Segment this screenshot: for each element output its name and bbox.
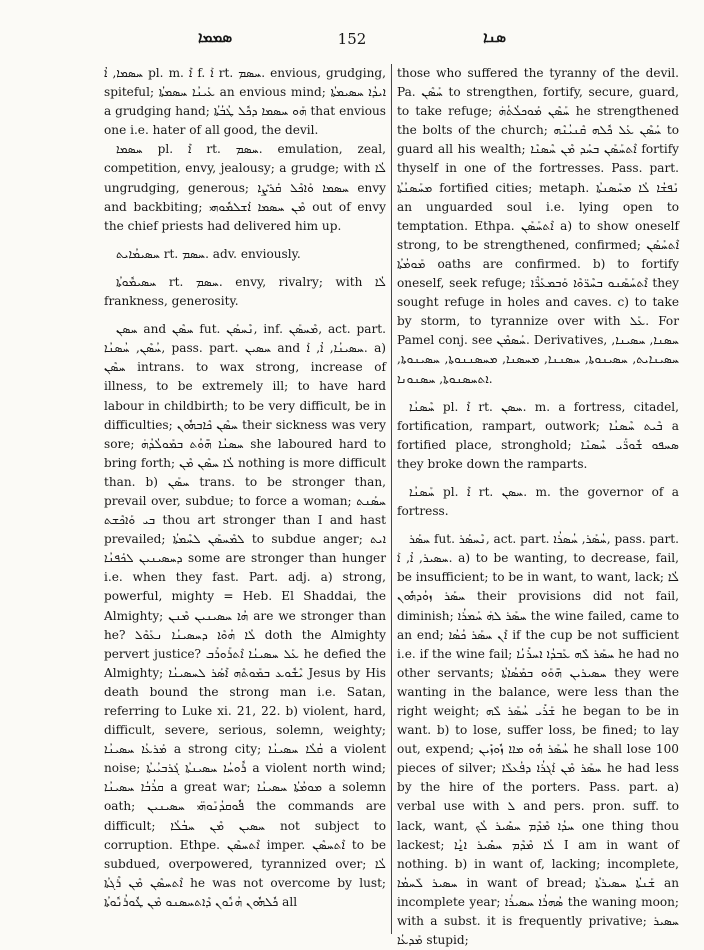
entry-paragraph: ܚܣܡܐ, ܐܳ pl. m. ܐܶ f. ܐܰ rt. ܚܣܡ. envious, grudging, spiteful; ܥܰܝܢܳܐ ܚܣܡܬܳܐ an envious mind; ܐܝܕܳܐ ܚܣܝܡܬܳܐ a grudging hand; ܗܰܘ ܚܣܡܐ ܕܟܽܠ ܛܳܒܳܬܳܐ that envious one i.e. hater of all good, the devil. — [104, 66, 386, 138]
column-divider — [391, 64, 392, 934]
left-column — [104, 64, 386, 934]
entry-paragraph: ܚܣܰܪ fut. ܢܶܚܣܰܪ, act. part. ܚܳܣܰܪ, ܚܳܣܪܳܐ, pass. part. ܚܣܝܪ, ܐܳ, ܐܰ. a) to be wanting, to decrease, fail, be insufficient; to be in want, to want, lack; ܠܳܐ ܚܣܰܪ ܙܘܳܕܗܽܘܢ their provisions did not fail, diminish; ܚܣܰܪ ܠܗ̇ ܚܰܡܪܳܐ the wine failed, came to an end; ܐܶܢ ܚܣܰܪ ܟܳܣܳܐ if the cup be not sufficient i.e. if the wine fail; ܚܣܰܪ ܠܶܗ ܥܰܒܕܳܐ ܐܚܪܺܢܳܐ he had no other servants; ܚܣܝܪܝܢ ܗ̄ܘܰܘ ܒܡܰܣܳܐܬܳܐ they were wanting in the balance, were less than the right weight; ܫܰܪܺܝ ܚܳܣܰܪ ܠܶܗ he began to be in want. b) to lose, suffer loss, be fined; to lay out, expend; ܚܳܣܰܪ ܗܽܘ ܡܐܐ ܙܽܘܙܺܝܢ he shall lose 100 pieces of silver; ܚܣܰܪ ܡܶܢ ܐܰܓܪܳܐ ܕܦܳܥܠܶܐ he had less by the hire of the porters. Pass. part. a) verbal use with ܠ and pers. pron. suff. to lack, want, ܚܕܳܐ ܡܶܕܶܡ ܚܣܺܝܪ ܠܳܟ one thing thou lackest; ܠܳܐ ܡܶܕܶܡ ܚܣܺܝܪ ܐ̱ܢܳܐ I am in want of nothing. b) in want of, lacking; incomplete, ܚܣܝܪ ܠܰܚܡܳܐ in want of bread; ܫܰܢܬܳܐ ܚܣܝܪܬܳܐ an incomplete year; ܣܳܗܪܳܐ ܚܣܝܪܳܐ the waning moon; with a subst. it is frequently privative; ܚܣܝܪ ܡܰܕܥܳܐ stupid; — [397, 532, 680, 948]
right-running-headword: ܣܢܐ — [483, 28, 506, 46]
entry-paragraph: ܚܰܣܢܳܐ pl. ܐܶ rt. ܚܣܢ. m. the governor of a fortress. — [397, 484, 679, 519]
left-running-headword: ܣܡܡܐ — [198, 28, 233, 46]
page-number: 152 — [337, 30, 367, 48]
entry-paragraph: ܚܶܣܢܳܐ pl. ܐܶ rt. ܚܣܢ. m. a fortress, citadel, fortification, rampart, outwork; ܒܶܝܬ ܚܶܣܢܳܐ a fortified place, stronghold; ܣܚܦܘ ܫܽܘܪ̈ܰܝ ܚܶܣܢܶܐ they broke down the ramparts. — [397, 399, 679, 471]
right-column — [397, 64, 680, 948]
entry-paragraph: ܚܣܝܡܽܘܬܳܐ rt. ܚܣܡ. envy, rivalry; with ܠܳܐ frankness, generosity. — [104, 274, 386, 309]
page-header — [0, 22, 704, 56]
entry-paragraph: those who suffered the tyranny of the devil. Pa. ܚܰܣܶܢ to strengthen, fortify, secure, guard, to take refuge; ܚܰܣܶܢ ܡܰܘܟܠܳܬܳܗ̇ he strengthened the bolts of the church; ܚܰܣܶܢ ܥܰܠ ܟܽܠܗ ܩܶܢܝܳܢܶܗ to guard all his wealth; ܐܶܬܚܰܣܰܢ ܒܚܰܕ ܡܶܢ ܚܶܣܢܶܐ fortify thyself in one of the fortresses. Pass. part. ܡܚܰܣܢܳܬܳܐ fortified cities; metaph. ܢܰܦܫܳܐ ܠܳܐ ܡܚܰܣܢܬܳܐ an unguarded soul i.e. lying open to temptation. Ethpa. ܐܶܬܚܰܣܰܢ a) to show oneself strong, to be strengthened, confirmed; ܐܶܬܚܰܣܰܢ ܡܰܘܡܳܬܳܐ oaths are confirmed. b) to fortify oneself, seek refuge; ܐܶܬܚܰܣܰܢܘ ܒܚܶܪ̈ܘܶܐ ܘܰܒܡܥܰܪ̈ܶܐ they sought refuge in holes and caves. c) to take by storm, to tyrannize over with ܥܰܠ. For Pamel conj. see ܚܰܣܡܶܢ. Derivatives, ܚܣܢܐ, ܚܣܝܢܐ, ܚܣܝܢܐܝܬ, ܚܣܝܢܘܬܐ, ܚܣܢܢܐ, ܡܚܣܢܐ, ܡܚܣܢܢܘܬܐ, ܚܣܝܢܘܬܐ, ܐܬܚܣܢܘܬܐ, ܚܣܢܘܢܐ. — [397, 66, 680, 386]
entry-paragraph: ܚܣܝܡܳܐܝܬ rt. ܚܣܡ. adv. enviously. — [116, 246, 301, 261]
entry-paragraph: ܚܣܢ and ܚܣܶܢ fut. ܢܶܚܣܰܢ, inf. ܡܶܚܣܰܢ, act. part. ܚܳܣܶܢ, ܚܳܣܢܳܐ, pass. part. ܚܣܝܢ and ܚܣܝܢܳܐ, ܐܳ, ܐܰ. a) ܚܣܶܢ intrans. to wax strong, increase of illness, to be extremely ill; to have hard labour in childbirth; to be very difficult, be in difficulties; ܚܣܶܢ ܟܶܐܒܗܽܘܢ their sickness was very sore; ܚܣܢܳܐ ܗ̄ܘܳܬ ܒܡܰܘܠܳܕܳܗ̇ she laboured hard to bring forth; ܠܳܐ ܚܣܶܢ ܡܶܢ nothing is more difficult than. b) ܚܣܰܢ trans. to be stronger than, prevail over, subdue; to force a woman; ܚܣܰܢܬ ܒܝ ܘܰܐܟܶܫܬ thou art stronger than I and hast prevailed; ܠܡܶܚܣܰܢ ܠܚܶܡܬܳܐ to subdue anger; ܐܝܬ ܕܚܣܝܢܝܢ ܠܟܰܦܢܳܐ some are stronger than hunger i.e. when they fast. Part. adj. a) strong, powerful, mighty = Heb. El Shaddai, the Almighty; ܗܳܐ ܚܣܝܢܝܢ ܡܶܢܢ are we stronger than he? ܠܳܐ ܗܳܘܶܐ ܕܚܣܝܢܳܐ ܢܥܰܘܶܠ doth the Almighty pervert justice? ܥܰܠ ܚܣܝܢܳܐ ܐܶܬܪܰܘܪܰܒ he defied the Almighty; ܝܶܫܽܘܥ ܒܡܰܘܬܶܗ ܐܶܣܰܪ ܠܚܣܝܢܳܐ Jesus by His death bound the strong man i.e. Satan, referring to Luke xi. 21, 22. b) violent, hard, difficult, severe, serious, solemn, weighty; ܡܰܪܥܳܐ ܚܣܝܢܳܐ a strong city; ܩܳܠܳܐ ܚܣܝܢܳܐ a violent noise; ܪܽܘܚܳܐ ܚܣܝܢܬܳܐ ܓܰܪܒܝܳܝܬܳܐ a violent north wind; ܩܪܳܒܳܐ ܚܣܝܢܳܐ a great war; ܡܘܡܳܬܳܐ ܚܣܝܢܳܐ a solemn oath; ܦܽܘܩܕܳܢܰܘܗ̈ܝ ܚܣܝܢܝܢ the commands are difficult; ܚܣܝܢ ܡܶܢ ܚܒܳܠܳܐ not subject to corruption. Ethpe. ܐܶܬܚܣܶܢ imper. ܐܶܬܚܣܶܢ to be subdued, overpowered, tyrannized over; ܠܳܐ ܐܶܬܚܣܶܢ ܡܶܢ ܪܶܓܬܳܐ he was not overcome by lust; ܟܽܠܗܽܘܢ ܗܳܢܽܘܢ ܕܶܐܬܚܣܢܘ ܡܶܢ ܛܽܘܪܳܢܽܘܬܳܐ all — [104, 322, 387, 909]
entry-paragraph: ܚܣܡܐ pl. ܐܶ rt. ܚܣܡ. emulation, zeal, competition, envy, jealousy; a grudge; with ܠܳܐ ungrudging, generous; ܚܣܡܐ ܘܰܐܟܶܠ ܩܰܪܨܶܐ envy and backbiting; ܡܶܢ ܚܣܡܐ ܐܰܫܠܡܽܘܗܝ out of envy the chief priests had delivered him up. — [104, 142, 386, 233]
